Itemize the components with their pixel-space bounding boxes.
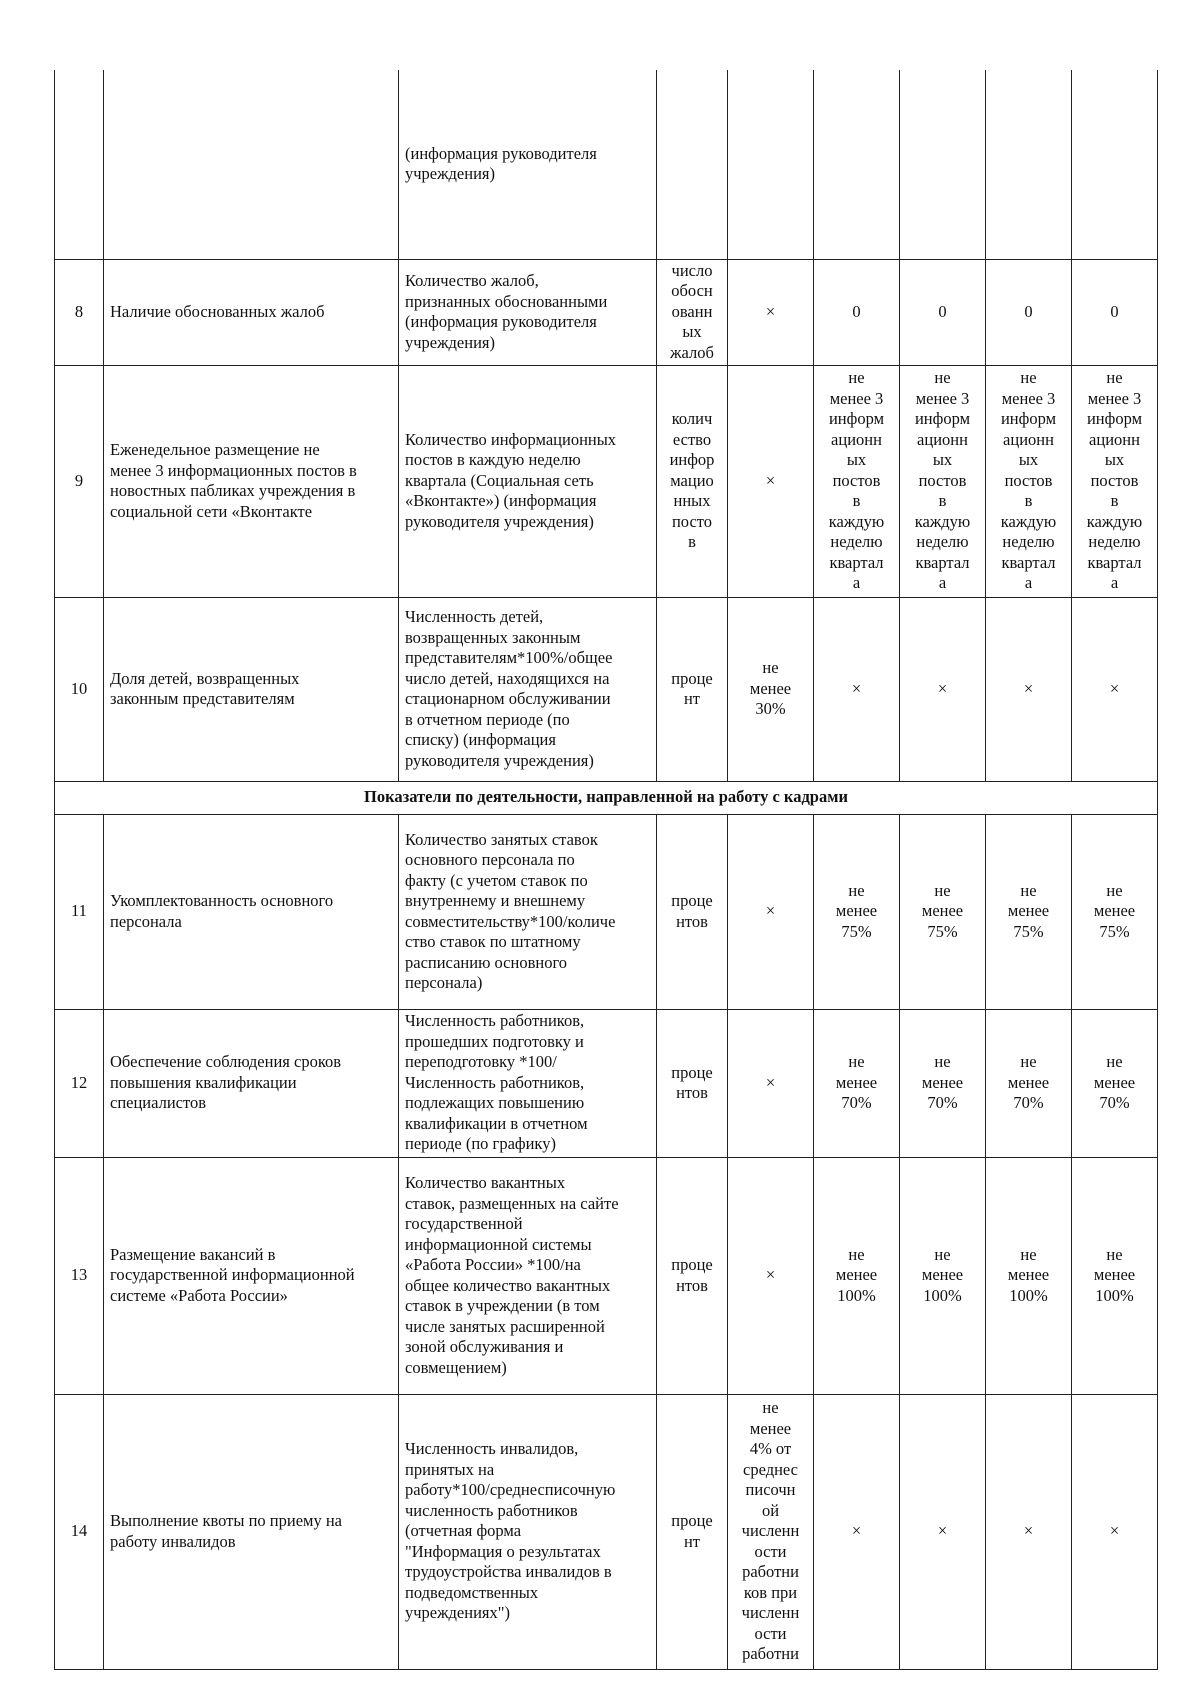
- table-row-continued: [55, 70, 1158, 259]
- cell-q4: не менее 75%: [1072, 814, 1158, 1009]
- cell-q4: не менее 70%: [1072, 1009, 1158, 1157]
- cell-unit: проце нт: [657, 597, 728, 781]
- cell-q1: не менее 70%: [814, 1009, 900, 1157]
- cell-q2: не менее 100%: [900, 1157, 986, 1394]
- cell-q3: ×: [986, 597, 1072, 781]
- cell-unit: [657, 70, 728, 259]
- cell-num: 12: [55, 1009, 104, 1157]
- cell-base: не менее 30%: [728, 597, 814, 781]
- cell-q3: не менее 3 информ ационн ых постов в каждую неделю квартал а: [986, 365, 1072, 597]
- cell-base: ×: [728, 1009, 814, 1157]
- cell-unit: колич ество инфор мацио нных посто в: [657, 365, 728, 597]
- cell-calc: Количество вакантных ставок, размещенных на сайте государственной информационной системы «Работа России» *100/на общее количество вакантных ставок в учреждении (в том числе занятых расширенной зоной обслуживания и совмещением): [399, 1157, 657, 1394]
- cell-base: ×: [728, 365, 814, 597]
- cell-unit: проце нтов: [657, 1009, 728, 1157]
- cell-name: Выполнение квоты по приему на работу инвалидов: [104, 1394, 399, 1669]
- cell-q1: [814, 70, 900, 259]
- cell-name: Укомплектованность основного персонала: [104, 814, 399, 1009]
- cell-name: [104, 70, 399, 259]
- cell-q1: не менее 3 информ ационн ых постов в каждую неделю квартал а: [814, 365, 900, 597]
- cell-base: ×: [728, 1157, 814, 1394]
- cell-q4: [1072, 70, 1158, 259]
- cell-calc: Количество занятых ставок основного персонала по факту (с учетом ставок по внутреннему и внешнему совместительству*100/количе ство ставок по штатному расписанию основного персонала): [399, 814, 657, 1009]
- cell-q2: не менее 3 информ ационн ых постов в каждую неделю квартал а: [900, 365, 986, 597]
- cell-num: 8: [55, 259, 104, 365]
- cell-name: Размещение вакансий в государственной информационной системе «Работа России»: [104, 1157, 399, 1394]
- cell-num: 14: [55, 1394, 104, 1669]
- cell-q3: не менее 75%: [986, 814, 1072, 1009]
- cell-base: ×: [728, 259, 814, 365]
- cell-q1: 0: [814, 259, 900, 365]
- cell-q2: 0: [900, 259, 986, 365]
- table-row: [55, 1009, 1158, 1157]
- section-header-row: [55, 781, 1158, 814]
- cell-q3: 0: [986, 259, 1072, 365]
- cell-name: Еженедельное размещение не менее 3 информационных постов в новостных пабликах учреждения в социальной сети «Вконтакте: [104, 365, 399, 597]
- cell-q4: ×: [1072, 597, 1158, 781]
- cell-unit: проце нтов: [657, 814, 728, 1009]
- cell-base: не менее 4% от среднес писочн ой численн ости работни ков при численн ости работни: [728, 1394, 814, 1669]
- cell-num: [55, 70, 104, 259]
- cell-q1: ×: [814, 1394, 900, 1669]
- cell-q3: [986, 70, 1072, 259]
- cell-q2: ×: [900, 1394, 986, 1669]
- cell-name: Обеспечение соблюдения сроков повышения квалификации специалистов: [104, 1009, 399, 1157]
- cell-q2: [900, 70, 986, 259]
- cell-q2: не менее 70%: [900, 1009, 986, 1157]
- table-row: [55, 1157, 1158, 1394]
- cell-base: ×: [728, 814, 814, 1009]
- cell-num: 10: [55, 597, 104, 781]
- cell-num: 13: [55, 1157, 104, 1394]
- cell-q3: ×: [986, 1394, 1072, 1669]
- cell-q4: ×: [1072, 1394, 1158, 1669]
- cell-name: Наличие обоснованных жалоб: [104, 259, 399, 365]
- cell-num: 11: [55, 814, 104, 1009]
- cell-name: Доля детей, возвращенных законным представителям: [104, 597, 399, 781]
- indicators-table: [54, 70, 1158, 1670]
- cell-q3: не менее 100%: [986, 1157, 1072, 1394]
- cell-calc: Количество жалоб, признанных обоснованными (информация руководителя учреждения): [399, 259, 657, 365]
- cell-q1: не менее 75%: [814, 814, 900, 1009]
- cell-num: 9: [55, 365, 104, 597]
- cell-calc: Численность детей, возвращенных законным представителям*100%/общее число детей, находящихся на стационарном обслуживании в отчетном периоде (по списку) (информация руководителя учреждения): [399, 597, 657, 781]
- cell-unit: проце нтов: [657, 1157, 728, 1394]
- table-row: [55, 365, 1158, 597]
- cell-q2: не менее 75%: [900, 814, 986, 1009]
- cell-q4: 0: [1072, 259, 1158, 365]
- cell-calc: Численность работников, прошедших подготовку и переподготовку *100/ Численность работников, подлежащих повышению квалификации в отчетном периоде (по графику): [399, 1009, 657, 1157]
- cell-base: [728, 70, 814, 259]
- table-row: [55, 1394, 1158, 1669]
- section-title: Показатели по деятельности, направленной на работу с кадрами: [55, 781, 1158, 814]
- cell-q1: ×: [814, 597, 900, 781]
- table-row: [55, 814, 1158, 1009]
- cell-calc: (информация руководителя учреждения): [399, 70, 657, 259]
- cell-q1: не менее 100%: [814, 1157, 900, 1394]
- table-row: [55, 597, 1158, 781]
- cell-calc: Численность инвалидов, принятых на работу*100/среднесписочную численность работников (отчетная форма "Информация о результатах трудоустройства инвалидов в подведомственных учреждениях"): [399, 1394, 657, 1669]
- cell-q4: не менее 3 информ ационн ых постов в каждую неделю квартал а: [1072, 365, 1158, 597]
- cell-unit: проце нт: [657, 1394, 728, 1669]
- table-row: [55, 259, 1158, 365]
- cell-calc: Количество информационных постов в каждую неделю квартала (Социальная сеть «Вконтакте») (информация руководителя учреждения): [399, 365, 657, 597]
- cell-q4: не менее 100%: [1072, 1157, 1158, 1394]
- cell-unit: число обосн ованн ых жалоб: [657, 259, 728, 365]
- cell-q2: ×: [900, 597, 986, 781]
- cell-q3: не менее 70%: [986, 1009, 1072, 1157]
